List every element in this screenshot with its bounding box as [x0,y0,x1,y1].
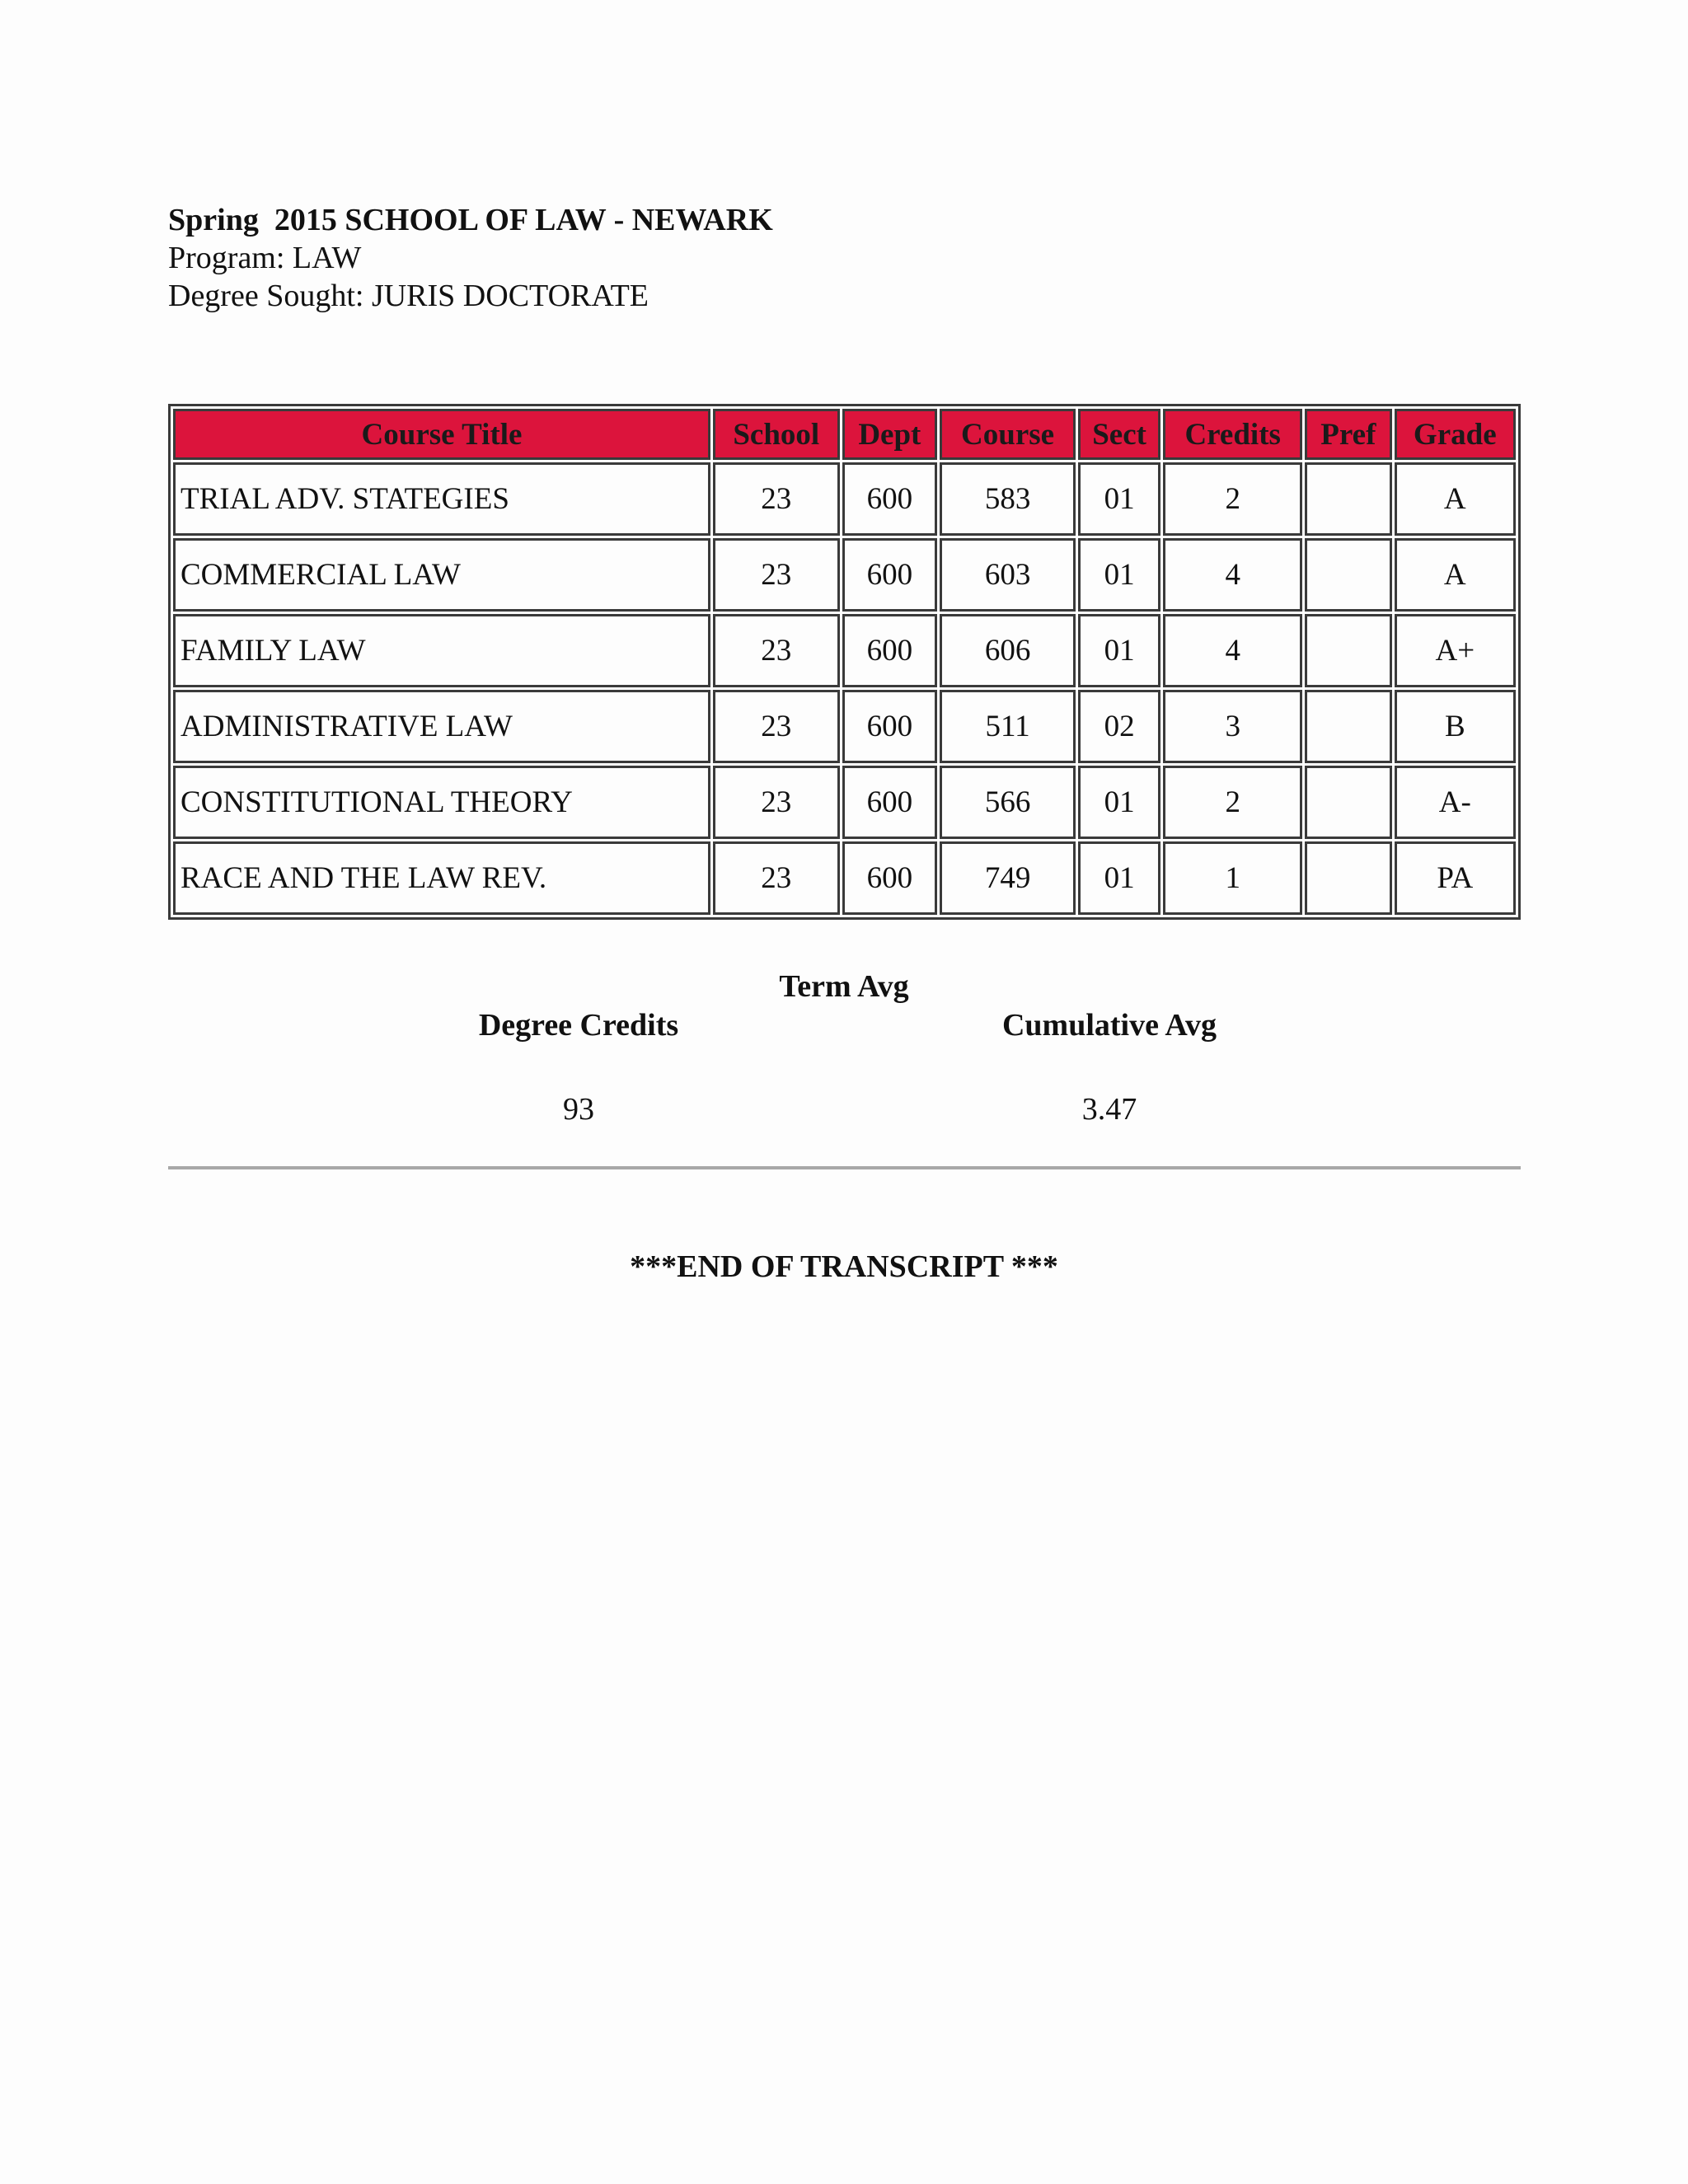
table-row [173,614,1516,687]
cell-course: 566 [940,766,1076,839]
column-header-sect: Sect [1078,409,1160,460]
cell-grade: PA [1395,841,1516,915]
cell-school: 23 [713,841,840,915]
cell-grade: A+ [1395,614,1516,687]
cell-pref [1305,538,1391,612]
column-header-course: Course [940,409,1076,460]
section-divider [168,1166,1521,1169]
cell-sect: 02 [1078,690,1160,763]
table-row [173,690,1516,763]
cell-dept: 600 [842,766,938,839]
cell-school: 23 [713,766,840,839]
cell-school: 23 [713,462,840,536]
cell-course-title: ADMINISTRATIVE LAW [173,690,710,763]
cell-pref [1305,841,1391,915]
column-header-credits: Credits [1163,409,1302,460]
cell-dept: 600 [842,538,938,612]
cell-grade: A [1395,538,1516,612]
cell-dept: 600 [842,614,938,687]
cell-course-title: RACE AND THE LAW REV. [173,841,710,915]
cell-course: 603 [940,538,1076,612]
cell-course-title: COMMERCIAL LAW [173,538,710,612]
cell-course-title: FAMILY LAW [173,614,710,687]
cell-credits: 4 [1163,538,1302,612]
cell-school: 23 [713,614,840,687]
table-row [173,462,1516,536]
cell-course: 606 [940,614,1076,687]
cell-school: 23 [713,690,840,763]
cell-credits: 2 [1163,766,1302,839]
program-line: Program: LAW [168,241,362,275]
cell-grade: A [1395,462,1516,536]
cell-course: 749 [940,841,1076,915]
column-header-school: School [713,409,840,460]
table-header-row [173,409,1516,460]
column-header-grade: Grade [1395,409,1516,460]
transcript-header [168,201,773,315]
cell-pref [1305,766,1391,839]
course-table [168,404,1521,920]
cell-pref [1305,614,1391,687]
cell-sect: 01 [1078,538,1160,612]
table-row [173,766,1516,839]
cell-credits: 4 [1163,614,1302,687]
term-heading: Spring 2015 SCHOOL OF LAW - NEWARK [168,203,773,237]
cell-sect: 01 [1078,766,1160,839]
cell-credits: 3 [1163,690,1302,763]
cumulative-avg-label: Cumulative Avg [1001,1008,1217,1043]
cell-grade: A- [1395,766,1516,839]
cell-school: 23 [713,538,840,612]
cell-dept: 600 [842,462,938,536]
cell-course-title: TRIAL ADV. STATEGIES [173,462,710,536]
degree-credits-label: Degree Credits [478,1008,679,1043]
cell-credits: 1 [1163,841,1302,915]
cell-pref [1305,462,1391,536]
cell-course: 583 [940,462,1076,536]
cell-course: 511 [940,690,1076,763]
cell-sect: 01 [1078,462,1160,536]
end-of-transcript: ***END OF TRANSCRIPT *** [630,1249,1058,1284]
column-header-dept: Dept [842,409,938,460]
degree-credits-value: 93 [563,1092,594,1127]
cell-course-title: CONSTITUTIONAL THEORY [173,766,710,839]
column-header-pref: Pref [1305,409,1391,460]
degree-line: Degree Sought: JURIS DOCTORATE [168,279,649,313]
cell-credits: 2 [1163,462,1302,536]
cell-pref [1305,690,1391,763]
table-row [173,538,1516,612]
cumulative-avg-value: 3.47 [1081,1092,1137,1127]
column-header-course-title: Course Title [173,409,710,460]
cell-sect: 01 [1078,614,1160,687]
cell-sect: 01 [1078,841,1160,915]
table-row [173,841,1516,915]
cell-dept: 600 [842,690,938,763]
term-avg-label: Term Avg [779,969,909,1004]
cell-grade: B [1395,690,1516,763]
cell-dept: 600 [842,841,938,915]
